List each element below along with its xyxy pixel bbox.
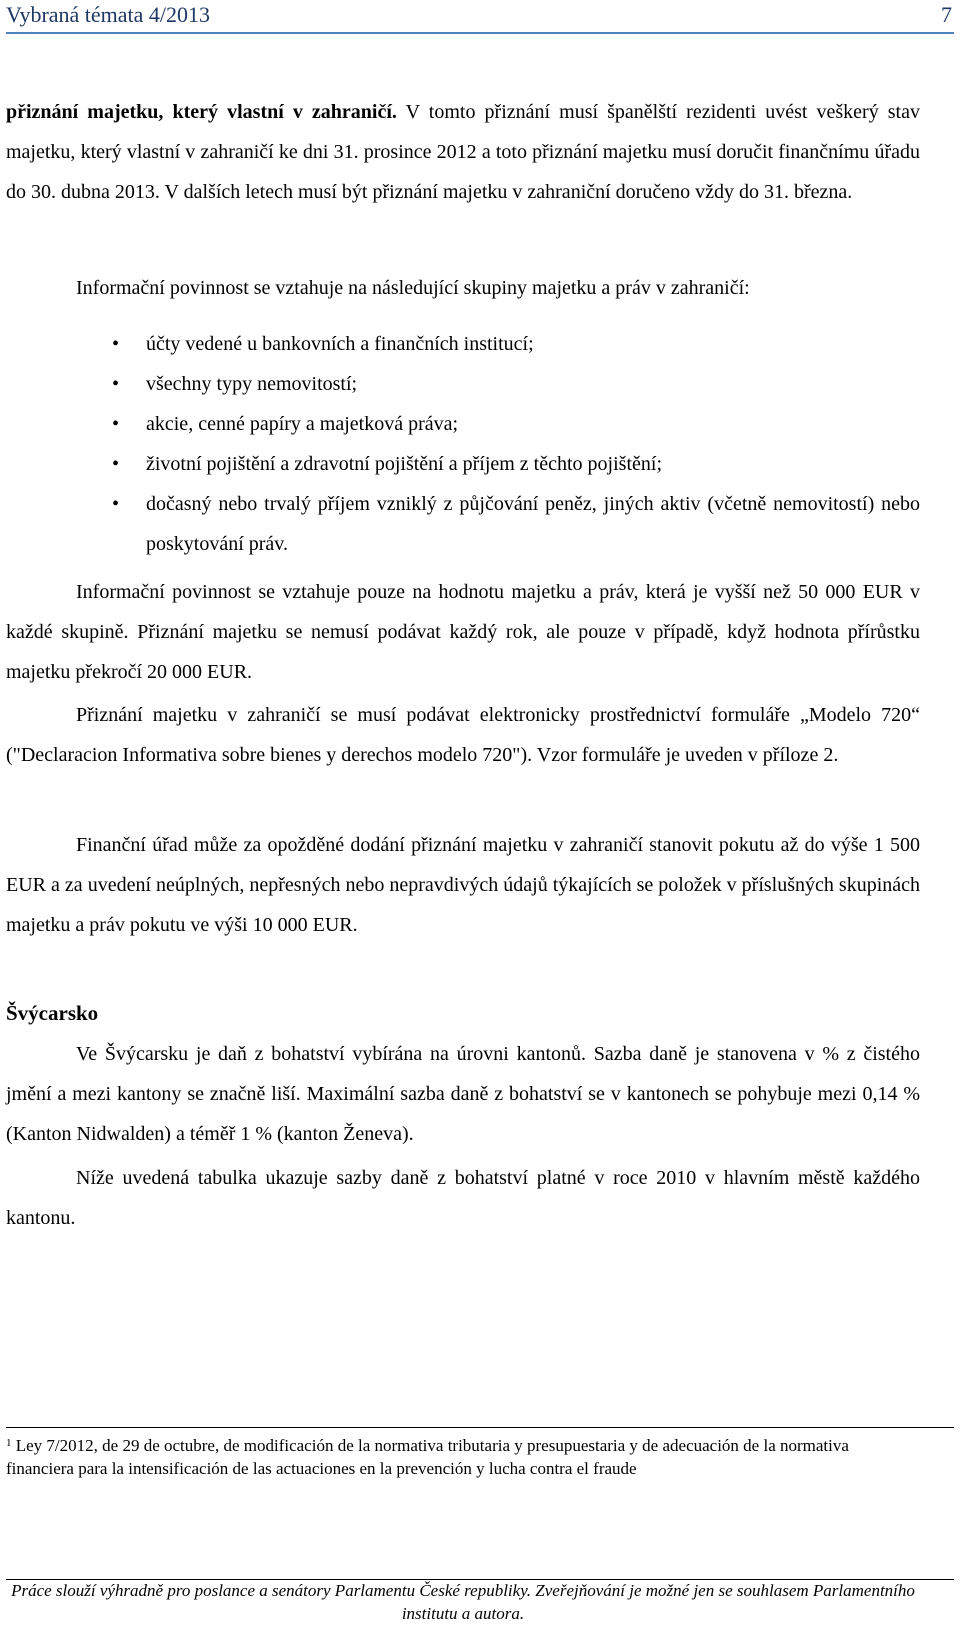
paragraph-spain-declaration — [6, 92, 920, 212]
paragraph-electronic-filing: Přiznání majetku v zahraničí se musí podávat elektronicky prostřednictví formuláře „Modelo 720“ ("Declaracion Informativa sobre bienes y derechos modelo 720"). Vzor formuláře je uveden v příloze 2. — [6, 704, 920, 766]
bold-lead: přiznání majetku, který vlastní v zahraničí. — [6, 101, 397, 123]
asset-groups-list — [6, 324, 920, 564]
footnote — [6, 1434, 920, 1480]
list-item: • akcie, cenné papíry a majetková práva; — [6, 404, 920, 444]
list-item: • dočasný nebo trvalý příjem vzniklý z půjčování peněz, jiných aktiv (včetně nemovitostí) nebo poskytování práv. — [6, 484, 920, 564]
list-item: • životní pojištění a zdravotní pojištění a příjem z těchto pojištění; — [6, 444, 920, 484]
page-number: 7 — [941, 2, 952, 27]
footnote-number: 1 — [6, 1437, 12, 1449]
footnote-text: Ley 7/2012, de 29 de octubre, de modificación de la normativa tributaria y presupuestaria y de adecuación de la normativa financiera para la intensificación de las actuaciones en la prevención y lucha contra el fraude — [6, 1436, 849, 1478]
footnote-rule — [6, 1427, 954, 1428]
header-rule — [6, 32, 954, 34]
list-item: • účty vedené u bankovních a finančních institucí; — [6, 324, 920, 364]
paragraph-swiss-wealth-tax: Ve Švýcarsku je daň z bohatství vybírána na úrovni kantonů. Sazba daně je stanovena v % z čistého jmění a mezi kantony se značně liší. Maximální sazba daně z bohatství se v kantonech se pohybuje mezi 0,14 % (Kanton Nidwalden) a téměř 1 % (kanton Ženeva). — [6, 1043, 920, 1145]
page-header — [6, 2, 952, 32]
page-footer: Práce slouží výhradně pro poslance a senátory Parlamentu České republiky. Zveřejňování je možné jen se souhlasem Parlamentního institutu a autora. — [11, 1581, 915, 1623]
header-title: Vybraná témata 4/2013 — [6, 2, 211, 27]
paragraph-threshold: Informační povinnost se vztahuje pouze na hodnotu majetku a práv, která je vyšší než 50 000 EUR v každé skupině. Přiznání majetku se nemusí podávat každý rok, ale pouze v případě, když hodnota přírůstku majetku překročí 20 000 EUR. — [6, 581, 920, 683]
paragraph-text: V tomto přiznání musí španělští rezidenti uvést veškerý stav majetku, který vlastní v zahraničí ke dni 31. prosince 2012 a toto přiznání majetku musí doručit finančnímu úřadu do 30. dubna 2013. V dalších letech musí být přiznání majetku v zahraniční doručeno vždy do 31. března. — [6, 101, 920, 203]
paragraph-information-duty: Informační povinnost se vztahuje na následující skupiny majetku a práv v zahraničí: — [76, 277, 750, 299]
list-item: • všechny typy nemovitostí; — [6, 364, 920, 404]
paragraph-table-intro: Níže uvedená tabulka ukazuje sazby daně z bohatství platné v roce 2010 v hlavním městě každého kantonu. — [6, 1167, 920, 1229]
paragraph-penalties: Finanční úřad může za opožděné dodání přiznání majetku v zahraničí stanovit pokutu až do výše 1 500 EUR a za uvedení neúplných, nepřesných nebo nepravdivých údajů týkajících se položek v příslušných skupinách majetku a práv pokutu ve výši 10 000 EUR. — [6, 834, 920, 936]
section-heading-switzerland: Švýcarsko — [6, 1001, 99, 1025]
